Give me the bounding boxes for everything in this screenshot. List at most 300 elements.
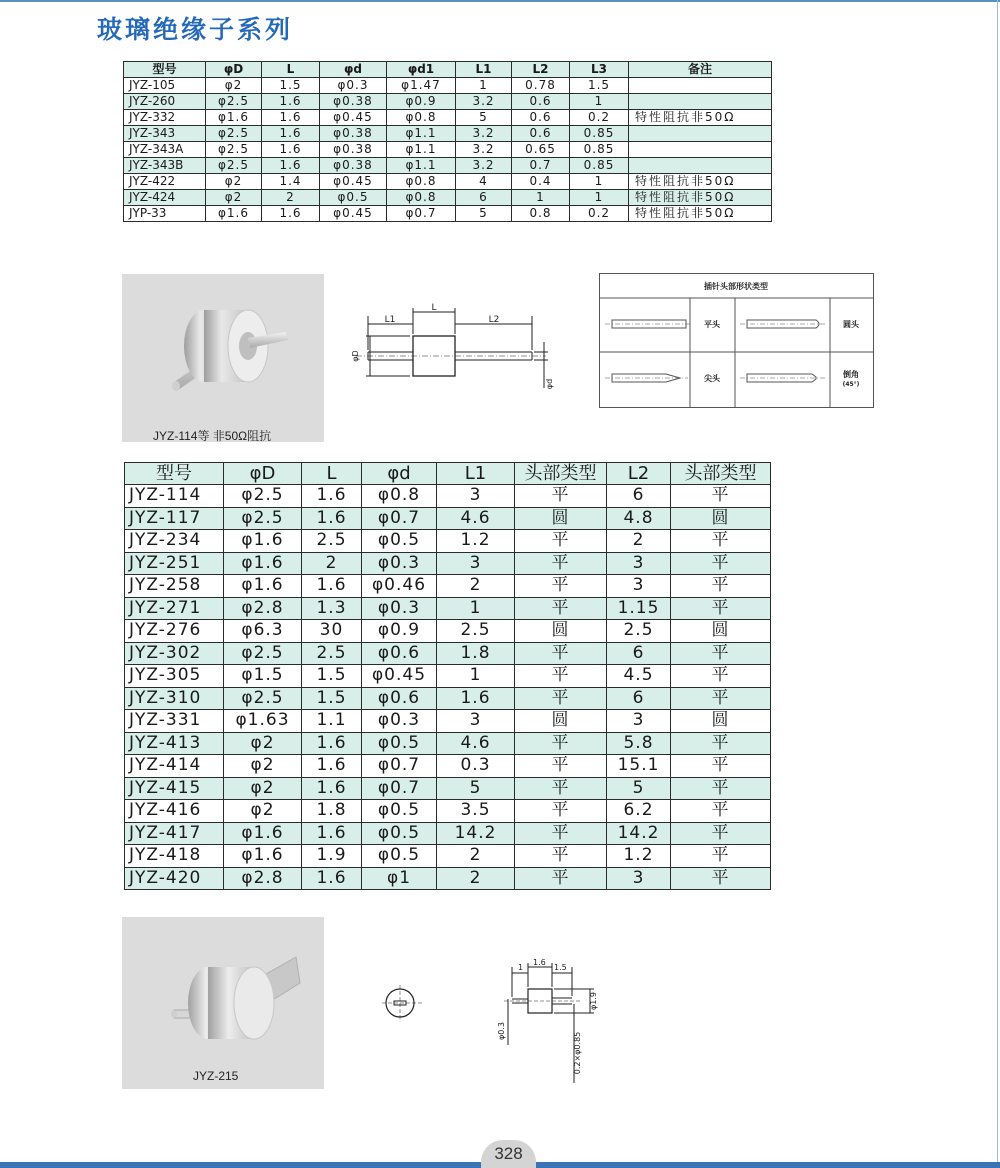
table-cell: 平: [671, 822, 771, 845]
column-header: 型号: [125, 463, 224, 485]
insulator-image: [122, 274, 324, 442]
table-cell: 1.6: [262, 94, 320, 110]
model-number-cell: JYZ-258: [125, 575, 224, 598]
table-cell: φ2.5: [206, 94, 262, 110]
table-cell: 3: [437, 552, 515, 575]
table-cell: φ1.47: [387, 78, 456, 94]
table-cell: φ0.9: [387, 94, 456, 110]
table-cell: φ2.5: [224, 642, 302, 665]
table-cell: 1.6: [302, 485, 362, 508]
table-row: [124, 206, 772, 222]
dim-1-9-label: φ1.9: [589, 992, 598, 1010]
dim-slot-label: 0.2×φ0.85: [573, 1031, 582, 1075]
column-header: φD: [224, 463, 302, 485]
table-cell: φ0.7: [362, 507, 437, 530]
table-cell: 1.9: [302, 845, 362, 868]
table-cell: φ1.1: [387, 142, 456, 158]
table-cell: 圆: [671, 710, 771, 733]
table-row: [125, 485, 771, 508]
table-cell: φ0.38: [320, 142, 387, 158]
table-cell: φ2: [224, 800, 302, 823]
model-number-cell: JYZ-114: [125, 485, 224, 508]
table-cell: φ1: [362, 867, 437, 890]
table-cell: 1.8: [302, 800, 362, 823]
table-cell: 6: [607, 642, 671, 665]
table-cell: 平: [515, 642, 607, 665]
table-cell: 平: [671, 485, 771, 508]
table-cell: 2: [437, 845, 515, 868]
table-cell: φ0.9: [362, 620, 437, 643]
table-cell: φ0.45: [320, 206, 387, 222]
table-cell: φ1.6: [206, 110, 262, 126]
table-cell: 4: [456, 174, 512, 190]
table-cell: 1: [437, 665, 515, 688]
dim-1-5-label: 1.5: [554, 963, 567, 972]
table-row: [124, 94, 772, 110]
model-number-cell: JYZ-310: [125, 687, 224, 710]
dim-0-3-label: φ0.3: [497, 1022, 506, 1040]
model-number-cell: JYZ-417: [125, 822, 224, 845]
table-cell: φ0.38: [320, 126, 387, 142]
table-cell: 0.85: [570, 126, 629, 142]
model-number-cell: JYZ-343A: [124, 142, 206, 158]
table-cell: 平: [515, 552, 607, 575]
table-cell: φ1.63: [224, 710, 302, 733]
top-rule: [0, 0, 1000, 2]
table-cell: 1.6: [302, 822, 362, 845]
table-cell: 平: [515, 822, 607, 845]
table-cell: 1: [570, 174, 629, 190]
table-cell: 0.6: [512, 126, 570, 142]
table-cell: 平: [515, 575, 607, 598]
l-label: L: [431, 303, 437, 313]
table-cell: 1.6: [302, 507, 362, 530]
table-row: [125, 575, 771, 598]
table-cell: φ2: [224, 732, 302, 755]
table-cell: 1.6: [302, 777, 362, 800]
column-header: 备注: [629, 62, 772, 78]
table-cell: 1: [437, 597, 515, 620]
table-cell: 0.6: [512, 94, 570, 110]
dim-1-6-label: 1.6: [533, 958, 546, 967]
table-row: [125, 507, 771, 530]
table-cell: 5: [456, 110, 512, 126]
table-cell: 15.1: [607, 755, 671, 778]
table-cell: 6: [607, 485, 671, 508]
table-cell: φ1.1: [387, 126, 456, 142]
table-cell: φ2: [224, 755, 302, 778]
model-number-cell: JYZ-418: [125, 845, 224, 868]
table-cell: 1.6: [302, 755, 362, 778]
pin-head-types-panel: [599, 273, 874, 408]
table-cell: 0.2: [570, 110, 629, 126]
column-header: 型号: [124, 62, 206, 78]
table-cell: 1.6: [262, 158, 320, 174]
head-type-pointed: 尖头: [704, 374, 720, 383]
table-cell: 3.5: [437, 800, 515, 823]
table-cell: 14.2: [607, 822, 671, 845]
table-row: [125, 530, 771, 553]
table-cell: φ0.38: [320, 158, 387, 174]
table-cell: 圆: [515, 710, 607, 733]
table-cell: 平: [515, 755, 607, 778]
table-cell: 5.8: [607, 732, 671, 755]
table-cell: φ1.1: [387, 158, 456, 174]
table-cell: 0.6: [512, 110, 570, 126]
table-cell: φ0.5: [320, 190, 387, 206]
table-cell: 平: [515, 867, 607, 890]
table-cell: φ0.3: [362, 710, 437, 733]
table-cell: 圆: [515, 507, 607, 530]
table-cell: 3.2: [456, 94, 512, 110]
table-cell: 4.6: [437, 507, 515, 530]
model-number-cell: JYZ-302: [125, 642, 224, 665]
table-cell: φ0.3: [362, 552, 437, 575]
table-cell: 1: [512, 190, 570, 206]
table-cell: φ6.3: [224, 620, 302, 643]
table-cell: φ2: [224, 777, 302, 800]
d-label: φD: [351, 350, 360, 362]
table-cell: 平: [671, 575, 771, 598]
l2-label: L2: [488, 315, 500, 325]
table-cell: φ1.6: [224, 575, 302, 598]
column-header: L: [262, 62, 320, 78]
table-cell: 6.2: [607, 800, 671, 823]
table-cell: φ0.7: [362, 755, 437, 778]
table-cell: 1.15: [607, 597, 671, 620]
table-cell: 0.78: [512, 78, 570, 94]
column-header: φd: [320, 62, 387, 78]
table-cell: 2: [262, 190, 320, 206]
table-cell: 1: [570, 190, 629, 206]
table-cell: 1.6: [262, 142, 320, 158]
table-cell: 5: [607, 777, 671, 800]
table-cell: 1.4: [262, 174, 320, 190]
table-cell: φ1.6: [224, 845, 302, 868]
page-title: 玻璃绝缘子系列: [97, 15, 294, 44]
table-cell: 平: [515, 800, 607, 823]
table-row: [125, 822, 771, 845]
head-type-flat: 平头: [704, 320, 720, 329]
table-row: [124, 126, 772, 142]
dimension-drawing-2: [494, 955, 606, 1085]
table-cell: φ1.5: [224, 665, 302, 688]
table-cell: 平: [515, 530, 607, 553]
model-number-cell: JYZ-332: [124, 110, 206, 126]
table-cell: φ2.5: [206, 126, 262, 142]
table-cell: 0.85: [570, 158, 629, 174]
l1-label: L1: [384, 315, 396, 325]
insulator-photo-jyz-114: [122, 274, 324, 442]
table-cell: 平: [515, 665, 607, 688]
table-cell: φ2: [206, 190, 262, 206]
table-row: [125, 552, 771, 575]
model-number-cell: JYZ-414: [125, 755, 224, 778]
table-row: [125, 665, 771, 688]
table-cell: 平: [515, 597, 607, 620]
spec-table-1: [123, 61, 772, 222]
table-cell: 14.2: [437, 822, 515, 845]
table-row: [124, 158, 772, 174]
table-cell: 3: [437, 710, 515, 733]
table-cell: 平: [671, 732, 771, 755]
table-cell: 0.65: [512, 142, 570, 158]
table-cell: φ2: [206, 78, 262, 94]
table-cell: φ0.6: [362, 687, 437, 710]
table-row: [124, 78, 772, 94]
table-cell: φ0.7: [387, 206, 456, 222]
spec-table-2: [124, 462, 771, 890]
column-header: 头部类型: [515, 463, 607, 485]
table-cell: φ2.5: [224, 507, 302, 530]
table-cell: 2.5: [302, 530, 362, 553]
table-cell: 1.6: [302, 732, 362, 755]
table-cell: 2: [607, 530, 671, 553]
table-cell: 特性阻抗非50Ω: [629, 174, 772, 190]
model-number-cell: JYZ-424: [124, 190, 206, 206]
dimension-drawing-1: [346, 298, 560, 398]
table-cell: 特性阻抗非50Ω: [629, 110, 772, 126]
table-cell: 1.6: [262, 126, 320, 142]
table-row: [124, 110, 772, 126]
table-cell: 0.4: [512, 174, 570, 190]
table-cell: φ0.5: [362, 800, 437, 823]
table-cell: 3.2: [456, 126, 512, 142]
table-cell: 2: [302, 552, 362, 575]
column-header: L3: [570, 62, 629, 78]
table-row: [125, 800, 771, 823]
photo2-caption: JYZ-215: [193, 1069, 239, 1083]
table-cell: 平: [671, 665, 771, 688]
table-cell: 1.6: [262, 110, 320, 126]
table-cell: φ1.6: [206, 206, 262, 222]
column-header: φD: [206, 62, 262, 78]
table-row: [124, 174, 772, 190]
table-cell: φ0.46: [362, 575, 437, 598]
table-cell: 3: [607, 867, 671, 890]
table-header-row: [124, 62, 772, 78]
table-cell: 1: [456, 78, 512, 94]
table-cell: 3: [607, 575, 671, 598]
table-cell: 2: [437, 575, 515, 598]
column-header: φd: [362, 463, 437, 485]
model-number-cell: JYZ-251: [125, 552, 224, 575]
column-header: 头部类型: [671, 463, 771, 485]
table-cell: 平: [671, 755, 771, 778]
table-row: [124, 190, 772, 206]
model-number-cell: JYZ-331: [125, 710, 224, 733]
head-type-chamfer: 倒角: [843, 370, 859, 379]
table-cell: 5: [456, 206, 512, 222]
table-cell: 3: [437, 485, 515, 508]
model-number-cell: JYZ-271: [125, 597, 224, 620]
table-cell: 3: [607, 710, 671, 733]
model-number-cell: JYZ-105: [124, 78, 206, 94]
table-row: [125, 867, 771, 890]
table-cell: 0.3: [437, 755, 515, 778]
table-cell: 1.5: [262, 78, 320, 94]
table-cell: 圆: [671, 507, 771, 530]
table-cell: 1.3: [302, 597, 362, 620]
table-cell: 0.7: [512, 158, 570, 174]
table-cell: φ0.45: [320, 110, 387, 126]
model-number-cell: JYZ-305: [125, 665, 224, 688]
table-cell: [629, 94, 772, 110]
table-header-row: [125, 463, 771, 485]
column-header: L1: [456, 62, 512, 78]
table-cell: 平: [671, 777, 771, 800]
table-cell: 平: [671, 642, 771, 665]
table-row: [125, 642, 771, 665]
model-number-cell: JYZ-117: [125, 507, 224, 530]
column-header: L: [302, 463, 362, 485]
table-cell: 平: [671, 552, 771, 575]
table-cell: 1.6: [437, 687, 515, 710]
table-cell: 平: [671, 867, 771, 890]
table-cell: φ0.3: [320, 78, 387, 94]
table-cell: 0.8: [512, 206, 570, 222]
table-cell: 3.2: [456, 142, 512, 158]
table-cell: [629, 78, 772, 94]
table-cell: φ1.6: [224, 552, 302, 575]
model-number-cell: JYZ-276: [125, 620, 224, 643]
table-cell: 1.5: [570, 78, 629, 94]
table-cell: φ0.3: [362, 597, 437, 620]
table-row: [125, 620, 771, 643]
model-number-cell: JYZ-260: [124, 94, 206, 110]
table-cell: 1.6: [302, 575, 362, 598]
table-cell: 平: [671, 530, 771, 553]
column-header: φd1: [387, 62, 456, 78]
chamfer-note: (45°): [842, 381, 860, 388]
table-cell: φ0.8: [387, 174, 456, 190]
table-row: [125, 845, 771, 868]
dim-1-label: 1: [518, 963, 524, 972]
table-cell: 0.85: [570, 142, 629, 158]
table-cell: 1.5: [302, 665, 362, 688]
table-cell: 1.2: [437, 530, 515, 553]
table-cell: φ2: [206, 174, 262, 190]
table-cell: 1.6: [302, 867, 362, 890]
right-edge-rule: [997, 0, 998, 1168]
table-cell: 平: [515, 485, 607, 508]
table-cell: 5: [437, 777, 515, 800]
table-cell: 平: [515, 687, 607, 710]
table-cell: 1.1: [302, 710, 362, 733]
table-cell: 2: [437, 867, 515, 890]
table-cell: 30: [302, 620, 362, 643]
table-cell: 3: [607, 552, 671, 575]
table-cell: φ0.6: [362, 642, 437, 665]
table-row: [125, 687, 771, 710]
table-cell: φ0.8: [362, 485, 437, 508]
table-cell: φ0.45: [320, 174, 387, 190]
table-cell: φ0.7: [362, 777, 437, 800]
pin-head-types-diagram: [600, 274, 873, 407]
table-row: [125, 732, 771, 755]
table-cell: φ1.6: [224, 530, 302, 553]
table-cell: φ0.38: [320, 94, 387, 110]
table-cell: φ0.5: [362, 530, 437, 553]
table-row: [125, 710, 771, 733]
table-cell: φ0.5: [362, 732, 437, 755]
model-number-cell: JYZ-422: [124, 174, 206, 190]
model-number-cell: JYZ-343: [124, 126, 206, 142]
pin-d-label: φd: [545, 378, 554, 390]
table-cell: 圆: [515, 620, 607, 643]
table-cell: 6: [607, 687, 671, 710]
table-cell: 0.2: [570, 206, 629, 222]
table-cell: φ2.5: [224, 687, 302, 710]
page-number: 328: [494, 1144, 523, 1163]
table-cell: φ2.8: [224, 867, 302, 890]
table-cell: 圆: [671, 620, 771, 643]
column-header: L1: [437, 463, 515, 485]
table-cell: 平: [515, 732, 607, 755]
photo1-caption: JYZ-114等 非50Ω阻抗: [153, 429, 272, 443]
model-number-cell: JYZ-420: [125, 867, 224, 890]
model-number-cell: JYZ-416: [125, 800, 224, 823]
column-header: L2: [512, 62, 570, 78]
table-cell: [629, 158, 772, 174]
table-cell: [629, 142, 772, 158]
table-cell: φ1.6: [224, 822, 302, 845]
table-cell: φ0.45: [362, 665, 437, 688]
model-number-cell: JYZ-234: [125, 530, 224, 553]
table-cell: [629, 126, 772, 142]
head-types-title: 插针头部形状类型: [704, 282, 768, 291]
table-cell: 1.6: [262, 206, 320, 222]
model-number-cell: JYZ-415: [125, 777, 224, 800]
insulator-photo-jyz-215: [122, 917, 324, 1089]
table-cell: 平: [671, 597, 771, 620]
head-type-round: 圆头: [843, 320, 859, 329]
table-row: [124, 142, 772, 158]
table-cell: 6: [456, 190, 512, 206]
table-cell: φ0.5: [362, 845, 437, 868]
table-cell: 4.5: [607, 665, 671, 688]
model-number-cell: JYP-33: [124, 206, 206, 222]
table-cell: 2.5: [607, 620, 671, 643]
table-cell: 1.5: [302, 687, 362, 710]
table-cell: 平: [671, 800, 771, 823]
table-cell: φ2.5: [206, 142, 262, 158]
table-cell: 1: [570, 94, 629, 110]
table-cell: 特性阻抗非50Ω: [629, 206, 772, 222]
model-number-cell: JYZ-413: [125, 732, 224, 755]
table-row: [125, 777, 771, 800]
table-cell: 1.8: [437, 642, 515, 665]
table-cell: 1.2: [607, 845, 671, 868]
table-cell: 2.5: [437, 620, 515, 643]
table-cell: 2.5: [302, 642, 362, 665]
insulator-image: [122, 917, 324, 1089]
table-cell: 平: [671, 687, 771, 710]
table-cell: 3.2: [456, 158, 512, 174]
table-cell: φ2.8: [224, 597, 302, 620]
front-view-drawing: [382, 985, 426, 1021]
table-cell: φ2.5: [206, 158, 262, 174]
table-cell: φ2.5: [224, 485, 302, 508]
table-cell: 特性阻抗非50Ω: [629, 190, 772, 206]
table-cell: 4.8: [607, 507, 671, 530]
table-cell: φ0.8: [387, 190, 456, 206]
table-cell: 平: [671, 845, 771, 868]
table-row: [125, 755, 771, 778]
table-cell: 4.6: [437, 732, 515, 755]
table-cell: φ0.5: [362, 822, 437, 845]
table-cell: φ0.8: [387, 110, 456, 126]
